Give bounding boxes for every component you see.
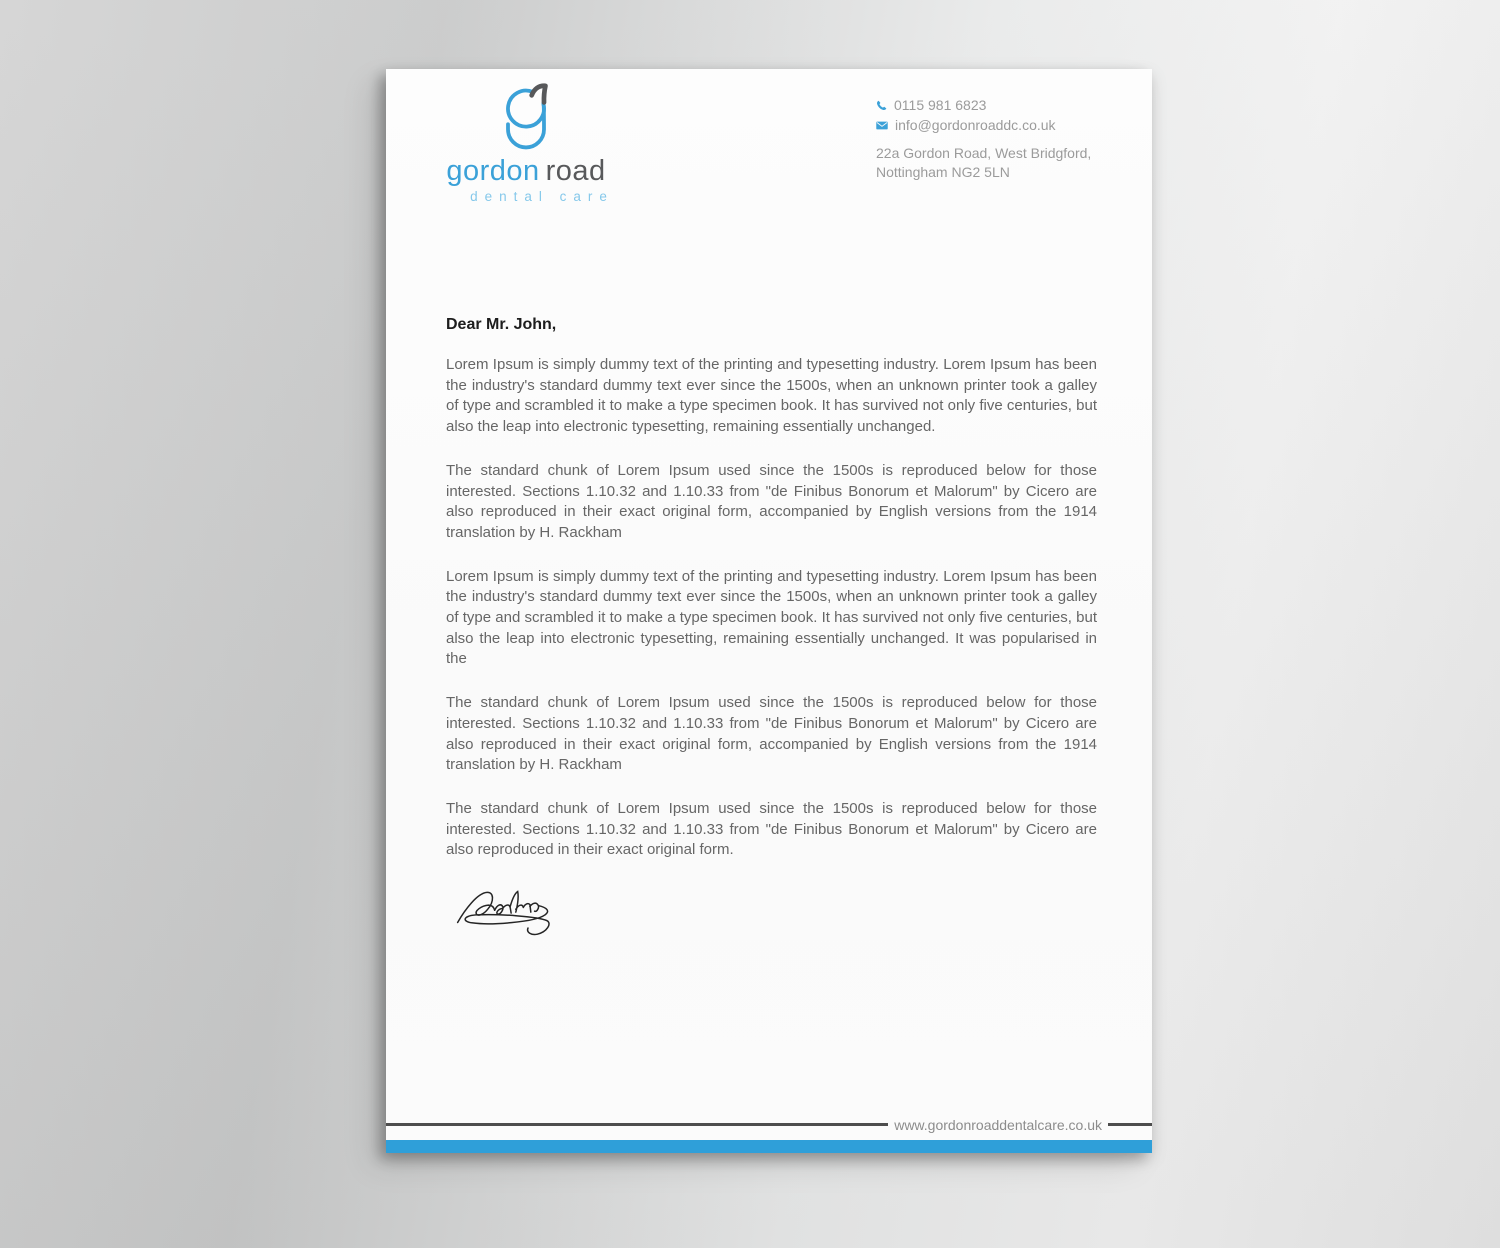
letterhead-page — [386, 69, 1152, 1153]
letter-paragraph: Lorem Ipsum is simply dummy text of the printing and typesetting industry. Lorem Ipsum has been the industry's standard dummy text ever since the 1500s, when an unknown printer took a galley of type and scrambled it to make a type specimen book. It has survived not only five centuries, but also the leap into electronic typesetting, remaining essentially unchanged. It was popularised in the — [446, 567, 1097, 668]
page-footer — [386, 1116, 1152, 1153]
handwritten-signature — [452, 884, 1097, 949]
phone-icon — [876, 100, 887, 111]
website-url: www.gordonroaddentalcare.co.uk — [894, 1116, 1102, 1133]
letter-paragraph: The standard chunk of Lorem Ipsum used since the 1500s is reproduced below for those interested. Sections 1.10.32 and 1.10.33 from "de Finibus Bonorum et Malorum" by Cicero are also reproduced in their exact original form, accompanied by English versions from the 1914 translation by H. Rackham — [446, 461, 1097, 541]
brand-tagline: dental care — [470, 189, 614, 204]
brand-name-road: road — [545, 155, 606, 187]
address-line-1: 22a Gordon Road, West Bridgford, — [876, 145, 1092, 161]
brand-name-gordon: gordon — [446, 155, 540, 187]
letter-paragraph: The standard chunk of Lorem Ipsum used since the 1500s is reproduced below for those interested. Sections 1.10.32 and 1.10.33 from "de Finibus Bonorum et Malorum" by Cicero are also reproduced in their exact original form, accompanied by English versions from the 1914 translation by H. Rackham — [446, 694, 1097, 774]
letter-body — [446, 316, 1097, 949]
letter-paragraph: Lorem Ipsum is simply dummy text of the printing and typesetting industry. Lorem Ipsum has been the industry's standard dummy text ever since the 1500s, when an unknown printer took a galley of type and scrambled it to make a type specimen book. It has survived not only five centuries, but also the leap into electronic typesetting, remaining essentially unchanged. — [446, 356, 1097, 436]
contact-block — [876, 96, 1091, 182]
phone-number: 0115 981 6823 — [894, 97, 987, 113]
letter-greeting: Dear Mr. John, — [446, 316, 557, 333]
address-line-2: Nottingham NG2 5LN — [876, 164, 1010, 180]
phone-row — [876, 96, 1091, 115]
email-row — [876, 116, 1091, 135]
footer-rule-right — [1108, 1123, 1152, 1126]
email-address: info@gordonroaddc.co.uk — [895, 117, 1056, 133]
footer-rule-left — [386, 1123, 888, 1126]
g-tooth-logo-icon — [500, 83, 552, 155]
postal-address — [876, 144, 1091, 182]
footer-accent-bar — [386, 1140, 1152, 1153]
envelope-icon — [876, 121, 888, 130]
logo — [426, 83, 626, 204]
footer-rule-row — [386, 1116, 1152, 1133]
letter-paragraph: The standard chunk of Lorem Ipsum used since the 1500s is reproduced below for those interested. Sections 1.10.32 and 1.10.33 from "de Finibus Bonorum et Malorum" by Cicero are also reproduced in their exact original form. — [446, 799, 1097, 859]
brand-name — [446, 157, 605, 186]
